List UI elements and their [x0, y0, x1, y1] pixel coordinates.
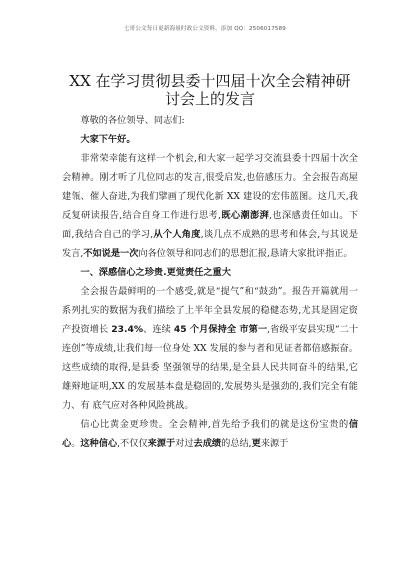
greeting-text: 大家下午好。: [80, 134, 136, 145]
para3-text-6: 来源于: [260, 438, 289, 449]
para3-text-4: 对过: [175, 438, 194, 449]
greeting: [62, 130, 358, 149]
para1-text-1: 非常荣幸能有这样一个机会,和大家一起学习交流县委十四届十次全会精神。刚才听了几位同志的发言,很受启发,也倍感压力。全会报告高屋建瓴、催人奋进,为我们擘画了现代化新 XX 建设的宏伟蓝图。这几天,我反复研读报告,结合自身工作进行思考,: [62, 153, 358, 221]
para2-text-1: 全会报告最鲜明的一个感受,就是“提气”和“鼓劲”。报告开篇就用一系列扎实的数据为我们描绘了上半年全县发展的稳健态势,尤其是固定资产投资增长: [62, 286, 358, 335]
para3-text-1: 信心比黄金更珍贵。全会精神,首先给予我们的就是这份宝贵的: [80, 419, 349, 430]
para1-bold-2: 从个人角度: [153, 229, 201, 240]
salutation: 尊敬的各位领导、同志们:: [80, 115, 185, 126]
para3-text-5: 的总结,: [221, 438, 252, 449]
para3-bold-3: 来源于: [147, 438, 176, 449]
para1-bold-3: 不如说是一次: [83, 248, 139, 259]
para3-text-2: 。: [71, 438, 81, 449]
para2-bold-1: 23.4%: [111, 324, 144, 335]
para2-text-3: ,省级平安县实现“二十连创”等成绩,让我们每一位身处 XX 发展的参与者和见证者都倍感振奋。这些成绩的取得,是县委 坚强领导的结果,是全县人民共同奋斗的结果,它雄辩地证明,XX 的发展基本盘是稳固的,发展势头是强劲的,我们完全有能力、有 底气应对各种风险挑战。: [62, 324, 359, 411]
para1-bold-1: 既心潮澎湃: [221, 210, 270, 221]
document-title: XX 在学习贯彻县委十四届十次全会精神研讨会上的发言: [69, 72, 351, 108]
para1-text-4: 向各位领导和同志们的思想汇报,恳请大家批评指正。: [138, 248, 353, 259]
paragraph-2: [62, 282, 358, 415]
para3-bold-4: 去成绩: [193, 438, 222, 449]
para3-bold-5: 更: [251, 438, 261, 449]
section-heading-1: 一、深感信心之珍贵.更觉责任之重大: [80, 267, 231, 278]
para3-bold-1: 信心: [62, 419, 358, 449]
para1-text-2: ,也深感责任如山。下面,我结合自己的学习,: [62, 210, 359, 240]
paragraph-3: [62, 415, 358, 453]
para2-text-2: 、连续: [143, 324, 174, 335]
para3-text-3: ,不仅仅: [117, 438, 148, 449]
document-body: [62, 72, 358, 453]
para3-bold-2: 这种信心: [80, 438, 118, 449]
paragraph-1: [62, 149, 358, 263]
para1-text-3: ,谈几点不成熟的思考和体会,与其说是发言,: [62, 229, 359, 259]
para2-bold-2: 45 个月保持全 市第一: [173, 324, 268, 335]
header-note: 七哥公文每日更新海量时政公文资料，添加 QQ：2506017589: [123, 26, 286, 32]
